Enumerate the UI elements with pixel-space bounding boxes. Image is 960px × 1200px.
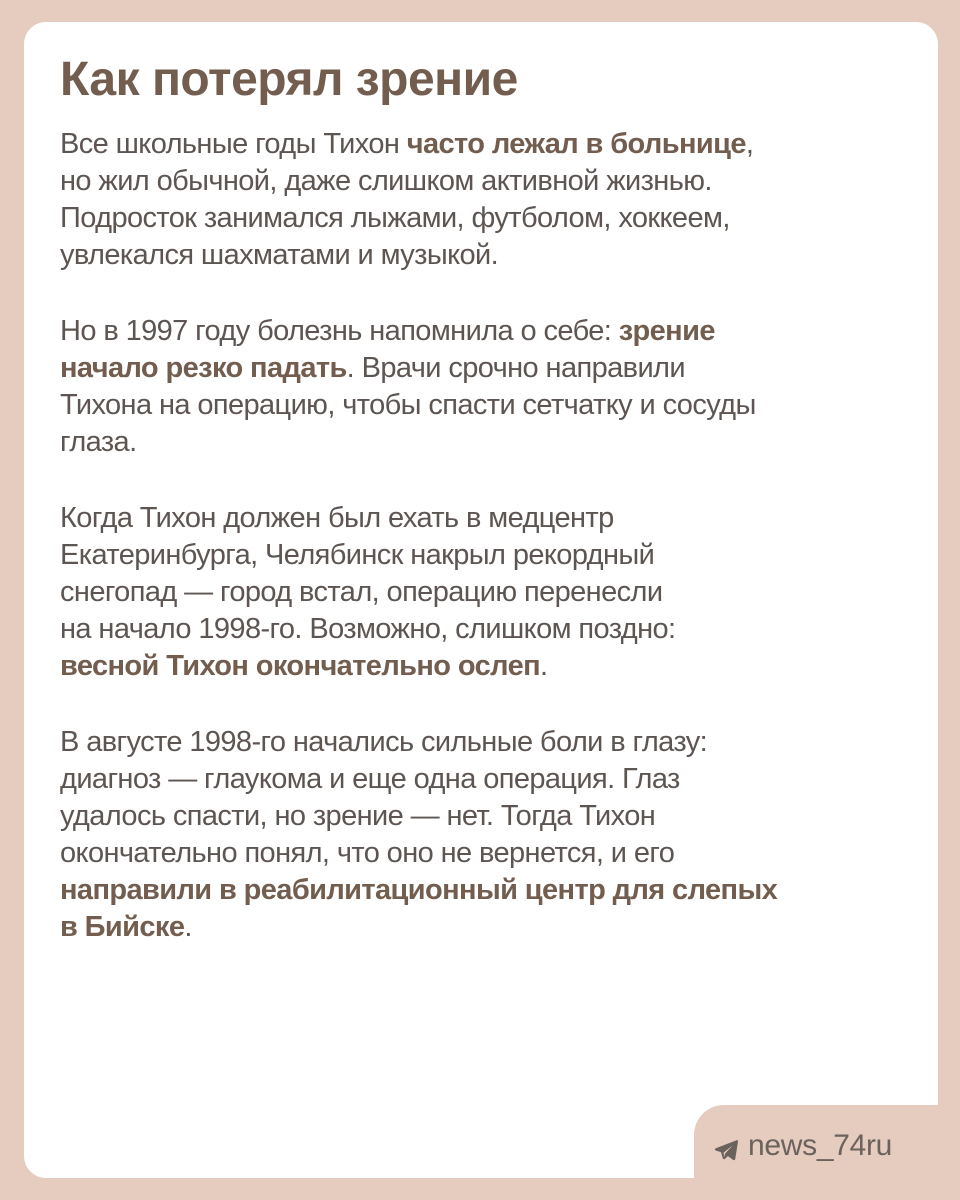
text-line: на начало 1998-го. Возможно, слишком поздно: (60, 613, 676, 645)
paragraph-august-1998 (60, 724, 920, 946)
text-line: удалось спасти, но зрение — нет. Тогда Тихон (60, 800, 656, 832)
text-segment: . (184, 911, 192, 943)
highlight-text: направили в реабилитационный центр для слепых (60, 874, 778, 906)
highlight-text: зрение (618, 315, 715, 347)
highlight-text: весной Тихон окончательно ослеп (60, 650, 541, 682)
text-segment: . Врачи срочно направили (346, 352, 685, 384)
highlight-text: начало резко падать (60, 352, 347, 384)
paragraph-snowfall (60, 500, 920, 685)
paragraph-school-years (60, 126, 920, 274)
channel-name: news_74ru (748, 1129, 893, 1162)
text-line: снегопад — город встал, операцию перенесли (60, 576, 663, 608)
page-title: Как потерял зрение (60, 53, 518, 106)
text-line: Екатеринбурга, Челябинск накрыл рекордный (60, 539, 655, 571)
text-line: увлекался шахматами и музыкой. (60, 239, 499, 271)
text-line (60, 128, 753, 160)
text-segment: . (540, 650, 548, 682)
text-line (60, 315, 715, 347)
paragraph-1997 (60, 313, 920, 461)
text-line (60, 650, 548, 682)
telegram-channel-link[interactable] (714, 1120, 892, 1172)
telegram-icon (714, 1135, 738, 1157)
text-line: Подросток занимался лыжами, футболом, хоккеем, (60, 202, 730, 234)
text-line: глаза. (60, 426, 137, 458)
highlight-text: часто лежал в больнице (406, 128, 746, 160)
text-line: Когда Тихон должен был ехать в медцентр (60, 502, 614, 534)
highlight-text: в Бийске (60, 911, 185, 943)
text-line (60, 911, 192, 943)
text-line: В августе 1998-го начались сильные боли в глазу: (60, 726, 708, 758)
text-line: но жил обычной, даже слишком активной жизнью. (60, 165, 712, 197)
text-segment: Все школьные годы Тихон (60, 128, 407, 160)
text-line: Тихона на операцию, чтобы спасти сетчатку и сосуды (60, 389, 756, 421)
text-line (60, 352, 685, 384)
text-segment: , (745, 128, 754, 160)
text-segment: Но в 1997 году болезнь напомнила о себе: (60, 315, 619, 347)
text-line: диагноз — глаукома и еще одна операция. Глаз (60, 763, 680, 795)
text-line: окончательно понял, что оно не вернется, и его (60, 837, 675, 869)
